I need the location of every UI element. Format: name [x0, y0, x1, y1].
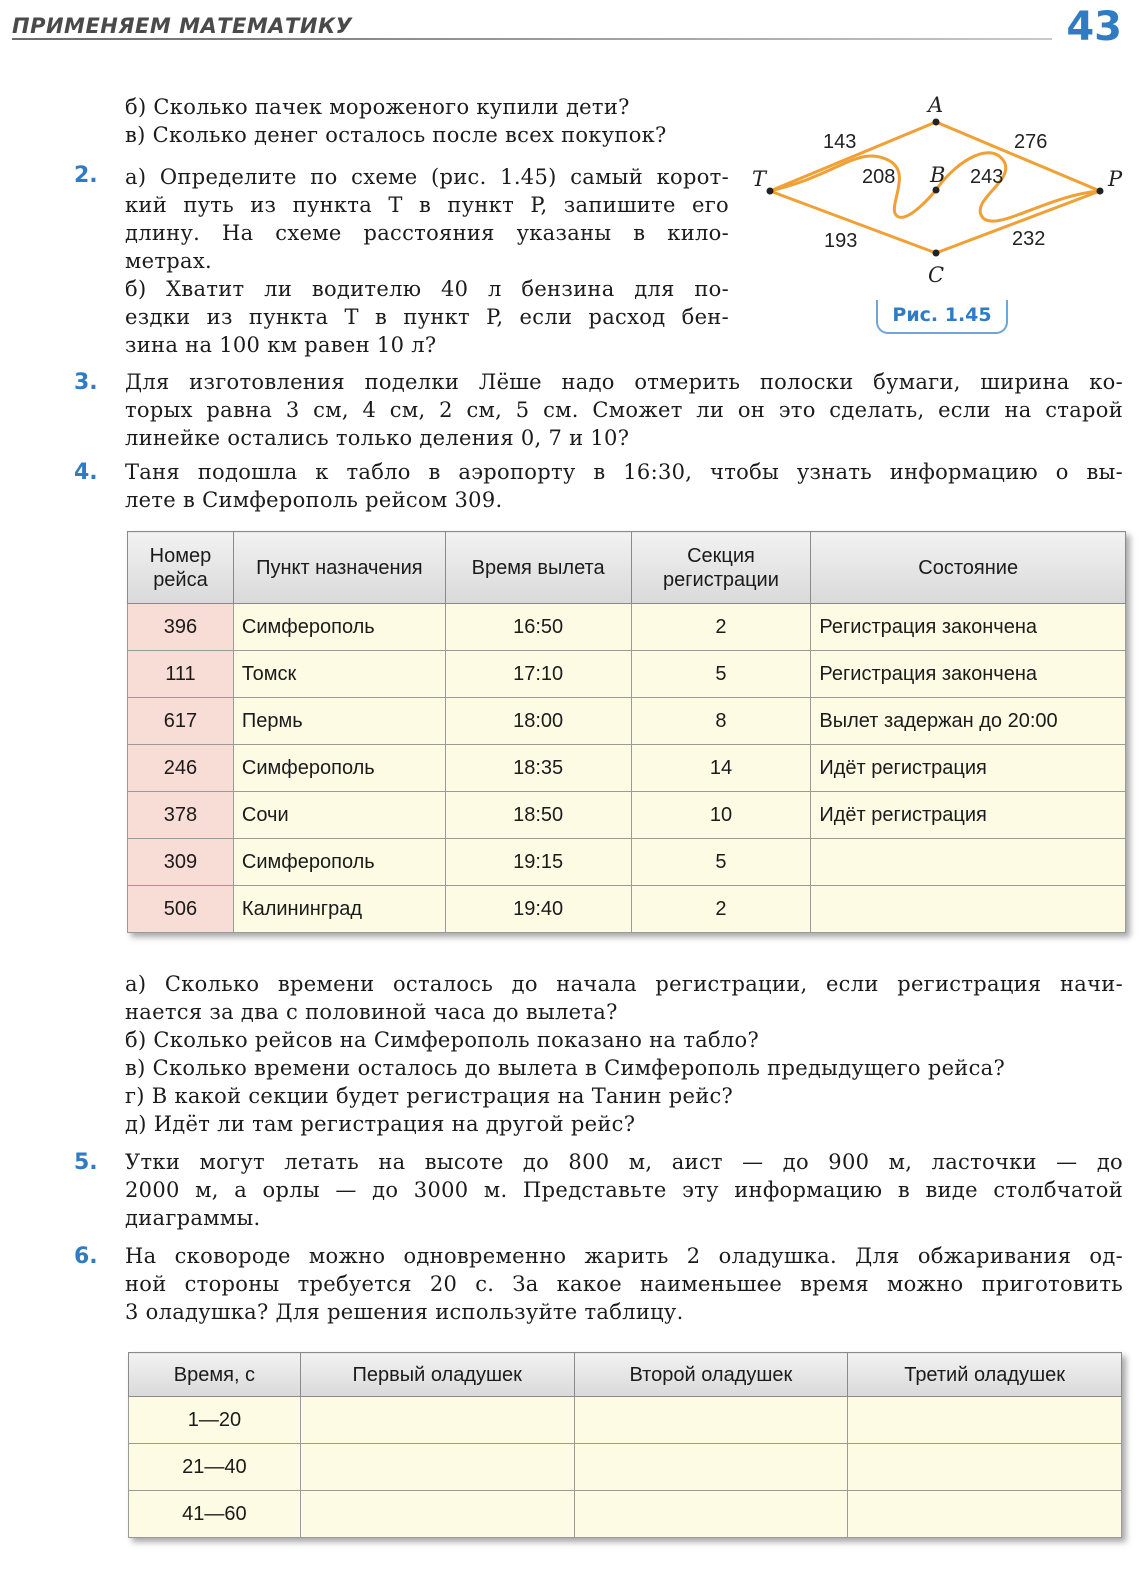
distance-TA: 143 — [823, 131, 857, 153]
edge-B-P — [936, 153, 1100, 221]
task2-a-line-4: метрах. — [125, 249, 212, 273]
question-v: в) Сколько денег осталось после всех покупок? — [125, 123, 667, 147]
cell-status: Вылет задержан до 20:00 — [811, 698, 1126, 745]
page-number: 43 — [1066, 4, 1122, 50]
cell-flight-number: 506 — [128, 886, 234, 933]
col-second-pancake: Второй оладушек — [574, 1353, 848, 1397]
header-rule — [12, 38, 1052, 40]
col-destination: Пункт назначения — [233, 532, 445, 604]
pancake-header-row — [129, 1353, 1122, 1397]
task4-question-b: б) Сколько рейсов на Симферополь показано на табло? — [125, 1028, 760, 1052]
distance-BP: 243 — [970, 166, 1004, 188]
pancake-table — [128, 1352, 1122, 1538]
task6-line-2: ной стороны требуется 20 с. За какое наименьшее время можно приготовить — [125, 1272, 1123, 1296]
flight-row — [128, 745, 1126, 792]
cell-empty — [300, 1444, 574, 1491]
task6-text — [125, 1242, 1123, 1326]
cell-flight-number: 309 — [128, 839, 234, 886]
cell-empty — [300, 1397, 574, 1444]
task6-line-1: На сковороде можно одновременно жарить 2 оладушка. Для обжаривания од- — [125, 1244, 1123, 1268]
point-C — [933, 250, 940, 257]
cell-flight-number: 396 — [128, 604, 234, 651]
task5-line-1: Утки могут летать на высоте до 800 м, аист — до 900 м, ласточки — до — [125, 1150, 1123, 1174]
cell-departure-time: 17:10 — [445, 651, 631, 698]
task6-line-3: 3 оладушка? Для решения используйте таблицу. — [125, 1300, 684, 1324]
task4-question-a-line-2: нается за два с половиной часа до вылета? — [125, 1000, 618, 1024]
task3-number: 3. — [74, 370, 98, 395]
cell-departure-time: 18:00 — [445, 698, 631, 745]
task2-b-line-1: б) Хватит ли водителю 40 л бензина для по- — [125, 277, 729, 301]
cell-check-in-section: 2 — [631, 604, 811, 651]
section-title: ПРИМЕНЯЕМ МАТЕМАТИКУ — [12, 14, 353, 38]
cell-flight-number: 617 — [128, 698, 234, 745]
point-T — [767, 188, 774, 195]
task3-line-2: торых равна 3 см, 4 см, 2 см, 5 см. Сможет ли он это сделать, если на старой — [125, 398, 1123, 422]
route-diagram — [748, 90, 1138, 340]
cell-destination: Симферополь — [233, 839, 445, 886]
task2-a-line-2: кий путь из пункта T в пункт P, запишите его — [125, 193, 729, 217]
cell-departure-time: 18:35 — [445, 745, 631, 792]
cell-empty — [848, 1444, 1122, 1491]
col-flight-number: Номер рейса — [128, 532, 234, 604]
task1-continuation — [125, 93, 735, 149]
cell-destination: Симферополь — [233, 745, 445, 792]
flight-row — [128, 886, 1126, 933]
cell-status: Идёт регистрация — [811, 792, 1126, 839]
figure-caption: Рис. 1.45 — [876, 300, 1008, 334]
flight-header-row — [128, 532, 1126, 604]
cell-check-in-section: 8 — [631, 698, 811, 745]
cell-departure-time: 19:15 — [445, 839, 631, 886]
flight-board — [127, 531, 1126, 933]
cell-check-in-section: 10 — [631, 792, 811, 839]
col-departure-time: Время вылета — [445, 532, 631, 604]
task4-question-g: г) В какой секции будет регистрация на Танин рейс? — [125, 1084, 734, 1108]
cell-time-range: 41—60 — [129, 1491, 301, 1538]
task2-text — [125, 163, 729, 359]
cell-destination: Симферополь — [233, 604, 445, 651]
pancake-row — [129, 1491, 1122, 1538]
cell-destination: Калининград — [233, 886, 445, 933]
cell-status: Идёт регистрация — [811, 745, 1126, 792]
cell-check-in-section: 14 — [631, 745, 811, 792]
task3-line-1: Для изготовления поделки Лёше надо отмерить полоски бумаги, ширина ко- — [125, 370, 1123, 394]
task6-number: 6. — [74, 1244, 98, 1269]
cell-status — [811, 839, 1126, 886]
cell-empty — [574, 1397, 848, 1444]
cell-departure-time: 18:50 — [445, 792, 631, 839]
point-A — [933, 119, 940, 126]
route-diagram-svg — [748, 90, 1138, 300]
col-check-in-section: Секция регистрации — [631, 532, 811, 604]
label-A: A — [928, 93, 944, 117]
cell-check-in-section: 5 — [631, 839, 811, 886]
task4-question-v: в) Сколько времени осталось до вылета в Симферополь предыдущего рейса? — [125, 1056, 1006, 1080]
cell-status: Регистрация закончена — [811, 651, 1126, 698]
task3-line-3: линейке остались только деления 0, 7 и 10? — [125, 426, 630, 450]
point-P — [1097, 188, 1104, 195]
task2-a-line-3: длину. На схеме расстояния указаны в кило- — [125, 221, 729, 245]
task4-text — [125, 458, 1123, 514]
task5-text — [125, 1148, 1123, 1232]
pancake-row — [129, 1397, 1122, 1444]
cell-destination: Пермь — [233, 698, 445, 745]
flight-board-table — [127, 531, 1126, 933]
pancake-row — [129, 1444, 1122, 1491]
cell-empty — [574, 1491, 848, 1538]
col-third-pancake: Третий оладушек — [848, 1353, 1122, 1397]
cell-departure-time: 16:50 — [445, 604, 631, 651]
cell-departure-time: 19:40 — [445, 886, 631, 933]
cell-destination: Сочи — [233, 792, 445, 839]
cell-destination: Томск — [233, 651, 445, 698]
cell-flight-number: 111 — [128, 651, 234, 698]
cell-check-in-section: 5 — [631, 651, 811, 698]
cell-time-range: 1—20 — [129, 1397, 301, 1444]
task5-line-3: диаграммы. — [125, 1206, 261, 1230]
task4-questions — [125, 970, 1123, 1138]
col-time: Время, с — [129, 1353, 301, 1397]
distance-TC: 193 — [824, 230, 858, 252]
cell-status: Регистрация закончена — [811, 604, 1126, 651]
cell-empty — [848, 1491, 1122, 1538]
flight-row — [128, 698, 1126, 745]
task2-number: 2. — [74, 163, 98, 188]
cell-check-in-section: 2 — [631, 886, 811, 933]
task4-line-1: Таня подошла к табло в аэропорту в 16:30, чтобы узнать информацию о вы- — [125, 460, 1123, 484]
edge-T-B — [770, 156, 936, 217]
cell-status — [811, 886, 1126, 933]
label-C: C — [928, 263, 945, 287]
task5-number: 5. — [74, 1150, 98, 1175]
label-T: T — [752, 167, 767, 191]
cell-empty — [848, 1397, 1122, 1444]
distance-TB: 208 — [862, 166, 896, 188]
task4-question-d: д) Идёт ли там регистрация на другой рейс? — [125, 1112, 636, 1136]
cell-flight-number: 378 — [128, 792, 234, 839]
cell-flight-number: 246 — [128, 745, 234, 792]
label-P: P — [1108, 167, 1123, 191]
flight-row — [128, 792, 1126, 839]
col-status: Состояние — [811, 532, 1126, 604]
distance-AP: 276 — [1014, 131, 1048, 153]
cell-time-range: 21—40 — [129, 1444, 301, 1491]
task2-b-line-3: зина на 100 км равен 10 л? — [125, 333, 437, 357]
task4-question-a-line-1: а) Сколько времени осталось до начала регистрации, если регистрация начи- — [125, 972, 1123, 996]
task4-number: 4. — [74, 460, 98, 485]
flight-row — [128, 651, 1126, 698]
point-B — [933, 187, 940, 194]
task2-a-line-1: а) Определите по схеме (рис. 1.45) самый корот- — [125, 165, 729, 189]
question-b: б) Сколько пачек мороженого купили дети? — [125, 95, 630, 119]
flight-row — [128, 604, 1126, 651]
flight-row — [128, 839, 1126, 886]
task3-text — [125, 368, 1123, 452]
cell-empty — [574, 1444, 848, 1491]
pancake-table-grid — [128, 1352, 1122, 1538]
col-first-pancake: Первый оладушек — [300, 1353, 574, 1397]
distance-CP: 232 — [1012, 228, 1046, 250]
cell-empty — [300, 1491, 574, 1538]
page-header — [0, 0, 1146, 56]
task4-line-2: лете в Симферополь рейсом 309. — [125, 488, 503, 512]
label-B: B — [930, 163, 946, 187]
task2-b-line-2: ездки из пункта T в пункт P, если расход бен- — [125, 305, 729, 329]
task5-line-2: 2000 м, а орлы — до 3000 м. Представьте эту информацию в виде столбчатой — [125, 1178, 1123, 1202]
